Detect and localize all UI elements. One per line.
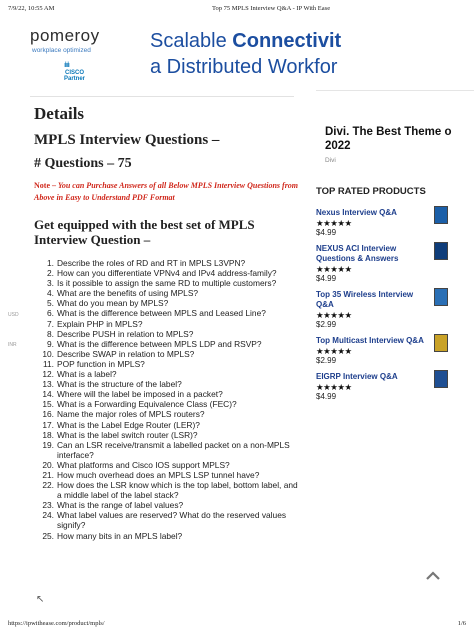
pomeroy-logo: pomeroy — [30, 26, 100, 45]
product-thumbnail[interactable] — [434, 334, 448, 352]
product-link[interactable]: Top Multicast Interview Q&A — [316, 336, 424, 345]
question-number: 1. — [47, 258, 54, 268]
cisco-logo-icon: ılıılı — [64, 62, 69, 69]
question-item — [34, 409, 300, 419]
question-text: How much overhead does an MPLS LSP tunnel have? — [57, 469, 260, 480]
question-item — [34, 399, 300, 409]
question-text: How does the LSR know which is the top label, bottom label, and a middle label of the label stack? — [57, 480, 298, 501]
question-number: 7. — [47, 318, 54, 329]
product-thumbnail[interactable] — [434, 370, 448, 388]
question-number: 24. — [42, 510, 54, 521]
question-item — [34, 298, 300, 308]
question-item — [34, 268, 300, 278]
banner-headline-bold: Connectivit — [232, 30, 342, 52]
product-list — [316, 206, 466, 406]
question-number: 22. — [42, 480, 54, 491]
question-number: 12. — [42, 369, 54, 380]
main-content — [34, 104, 300, 541]
question-item — [34, 258, 300, 268]
purchase-note — [34, 180, 300, 204]
question-text: What is the range of label values? — [57, 500, 184, 511]
question-text: What label values are reserved? What do the reserved values signify? — [57, 510, 287, 531]
question-number: 14. — [42, 389, 54, 400]
question-text: What is a Forwarding Equivalence Class (FEC)? — [57, 399, 237, 410]
product-item[interactable] — [316, 242, 466, 288]
question-number: 18. — [42, 429, 54, 440]
content-divider — [30, 96, 294, 97]
note-text: You can Purchase Answers of all Below MPLS Interview Questions from Above in Easy to Understand PDF Format — [34, 181, 299, 202]
currency-usd-label[interactable]: USD — [8, 312, 19, 318]
product-item[interactable] — [316, 370, 466, 406]
question-text: What are the benefits of using MPLS? — [57, 288, 199, 299]
product-item[interactable] — [316, 334, 466, 370]
question-number: 3. — [47, 278, 54, 289]
question-text: What is the difference between MPLS LDP and RSVP? — [57, 338, 262, 349]
details-heading: Details — [34, 104, 85, 123]
back-arrow-icon[interactable]: ↖ — [36, 594, 45, 605]
question-list — [34, 258, 300, 541]
question-item — [34, 440, 300, 460]
question-number: 16. — [42, 409, 54, 420]
question-text: How can you differentiate VPNv4 and IPv4 address-family? — [57, 268, 277, 279]
product-price: $2.99 — [316, 356, 337, 365]
question-text: Describe SWAP in relation to MPLS? — [57, 348, 195, 359]
product-item[interactable] — [316, 288, 466, 334]
question-item — [34, 510, 300, 530]
question-item — [34, 420, 300, 430]
question-item — [34, 288, 300, 298]
question-item — [34, 500, 300, 510]
rating-stars-icon: ★★★★★ — [316, 346, 352, 356]
banner-headline-part1: Scalable — [150, 30, 233, 52]
question-number: 25. — [42, 530, 54, 541]
question-number: 6. — [47, 308, 54, 319]
print-page-number: 1/6 — [457, 620, 466, 627]
question-item — [34, 369, 300, 379]
question-number: 2. — [47, 268, 54, 279]
print-header — [0, 0, 474, 16]
product-item[interactable] — [316, 206, 466, 242]
question-text: POP function in MPLS? — [57, 358, 145, 369]
cisco-brand-text: CISCO — [65, 70, 85, 76]
sidebar-ad[interactable] — [316, 90, 474, 174]
banner-headline-line1 — [150, 30, 341, 53]
question-number: 13. — [42, 379, 54, 390]
question-item — [34, 278, 300, 288]
sidebar-ad-title — [325, 125, 452, 153]
product-price: $2.99 — [316, 320, 337, 329]
question-item — [34, 349, 300, 359]
banner-ad[interactable] — [28, 18, 474, 90]
question-item — [34, 319, 300, 329]
question-number: 20. — [42, 459, 54, 470]
question-item — [34, 329, 300, 339]
question-number: 4. — [47, 288, 54, 299]
print-page-title: Top 75 MPLS Interview Q&A - IP With Ease — [212, 5, 331, 12]
print-url: https://ipwithease.com/product/mpls/ — [8, 620, 105, 627]
product-price: $4.99 — [316, 392, 337, 401]
cisco-partner-badge — [64, 70, 85, 82]
rating-stars-icon: ★★★★★ — [316, 264, 352, 274]
product-thumbnail[interactable] — [434, 206, 448, 224]
print-datetime: 7/9/22, 10:55 AM — [8, 5, 55, 12]
question-item — [34, 480, 300, 500]
question-number: 9. — [47, 338, 54, 349]
question-text: Describe the roles of RD and RT in MPLS L3VPN? — [57, 258, 246, 268]
scroll-top-icon[interactable] — [425, 570, 441, 580]
question-text: Describe PUSH in relation to MPLS? — [57, 328, 194, 339]
product-price: $4.99 — [316, 274, 337, 283]
equip-heading: Get equipped with the best set of MPLS Interview Question – — [34, 217, 255, 247]
sidebar-ad-source: Divi — [325, 157, 336, 164]
currency-inr-label[interactable]: INR — [8, 342, 17, 348]
question-number: 15. — [42, 399, 54, 410]
cisco-partner-text: Partner — [64, 76, 86, 82]
question-item — [34, 470, 300, 480]
question-text: Where will the label be imposed in a packet? — [57, 389, 223, 400]
question-text: What is the structure of the label? — [57, 379, 182, 390]
print-footer — [0, 618, 474, 632]
question-text: What is the Label Edge Router (LER)? — [57, 419, 200, 430]
page-subtitle: MPLS Interview Questions – — [34, 132, 220, 148]
question-text: What do you mean by MPLS? — [57, 298, 169, 309]
question-item — [34, 531, 300, 541]
question-number: 11. — [42, 358, 54, 369]
question-count: # Questions – 75 — [34, 156, 132, 171]
rating-stars-icon: ★★★★★ — [316, 382, 352, 392]
question-text: Explain PHP in MPLS? — [57, 318, 143, 329]
question-item — [34, 379, 300, 389]
note-label: Note – — [34, 181, 56, 190]
question-text: Name the major roles of MPLS routers? — [57, 409, 205, 420]
question-text: What is a label? — [57, 369, 117, 380]
question-text: Can an LSR receive/transmit a labelled packet on a non-MPLS interface? — [57, 439, 290, 460]
question-text: What platforms and Cisco IOS support MPLS? — [57, 459, 230, 470]
product-price: $4.99 — [316, 228, 337, 237]
question-number: 23. — [42, 500, 54, 511]
question-number: 8. — [47, 328, 54, 339]
question-number: 19. — [42, 439, 54, 450]
question-number: 5. — [47, 298, 54, 309]
rating-stars-icon: ★★★★★ — [316, 310, 352, 320]
pomeroy-tagline: workplace optimized — [32, 47, 91, 54]
sidebar-ad-title-line2: 2022 — [325, 140, 351, 152]
question-item — [34, 339, 300, 349]
product-thumbnail[interactable] — [434, 288, 448, 306]
question-item — [34, 389, 300, 399]
product-thumbnail[interactable] — [434, 242, 448, 260]
product-link[interactable]: EIGRP Interview Q&A — [316, 372, 398, 381]
question-item — [34, 430, 300, 440]
top-rated-heading: TOP RATED PRODUCTS — [316, 186, 426, 197]
question-text: How many bits in an MPLS label? — [57, 530, 183, 541]
product-link[interactable]: Top 35 Wireless Interview Q&A — [316, 290, 414, 309]
question-number: 17. — [42, 419, 54, 430]
question-number: 21. — [42, 469, 54, 480]
rating-stars-icon: ★★★★★ — [316, 218, 352, 228]
question-text: Is it possible to assign the same RD to multiple customers? — [57, 278, 277, 289]
question-text: What is the label switch router (LSR)? — [57, 429, 198, 440]
question-item — [34, 308, 300, 318]
question-item — [34, 460, 300, 470]
sidebar-ad-title-line1: Divi. The Best Theme o — [325, 126, 452, 138]
question-item — [34, 359, 300, 369]
question-number: 10. — [42, 348, 54, 359]
product-link[interactable]: Nexus Interview Q&A — [316, 208, 397, 217]
product-link[interactable]: NEXUS ACI Interview Questions & Answers — [316, 244, 399, 263]
banner-headline-line2: a Distributed Workfor — [150, 56, 338, 78]
question-text: What is the difference between MPLS and Leased Line? — [57, 308, 266, 319]
